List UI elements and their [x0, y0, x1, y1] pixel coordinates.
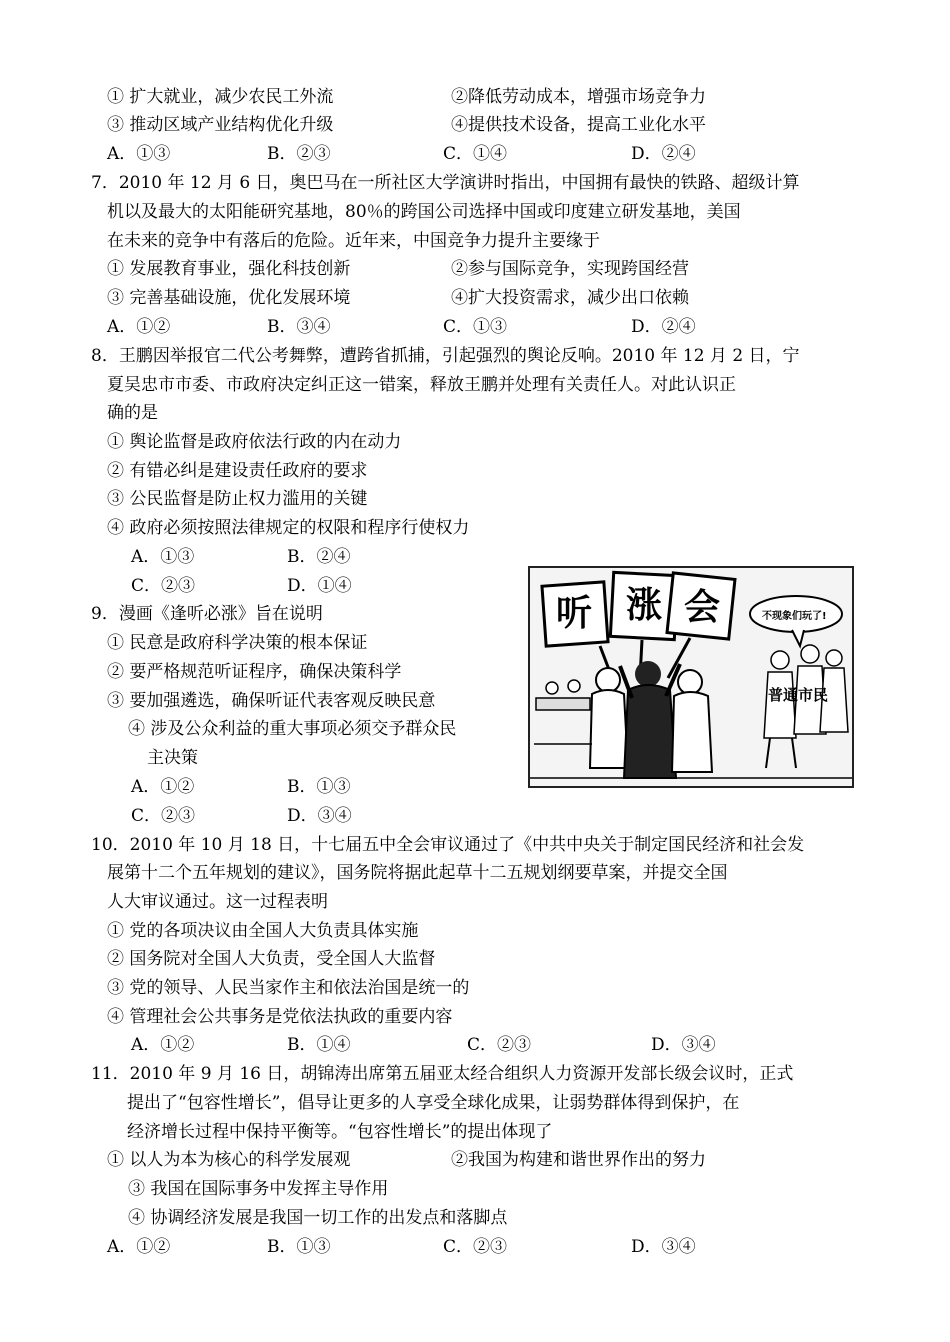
q11-answer-c: C．②③ [443, 1237, 508, 1257]
q11-option-3: ③ 我国在国际事务中发挥主导作用 [128, 1179, 389, 1199]
q8-option-1: ① 舆论监督是政府依法行政的内在动力 [107, 432, 402, 452]
q6-option-4: ④提供技术设备，提高工业化水平 [451, 115, 706, 135]
q11-answer-d: D．③④ [631, 1237, 696, 1257]
cartoon-sign-hui: 会 [684, 587, 721, 628]
q11-stem-line2: 提出了“包容性增长”，倡导让更多的人享受全球化成果，让弱势群体得到保护，在 [127, 1093, 740, 1113]
q9-option-4-line1: ④ 涉及公众利益的重大事项必须交予群众民 [128, 719, 457, 739]
cartoon-illustration [528, 566, 854, 788]
q7-option-1: ① 发展教育事业，强化科技创新 [107, 259, 351, 279]
q10-answer-c: C．②③ [467, 1035, 532, 1055]
q9-answer-b: B．①③ [287, 777, 351, 797]
q8-option-4: ④ 政府必须按照法律规定的权限和程序行使权力 [107, 518, 470, 538]
q10-answer-a: A．①② [131, 1035, 195, 1055]
q9-option-1: ① 民意是政府科学决策的根本保证 [107, 633, 368, 653]
q8-answer-b: B．②④ [287, 547, 351, 567]
q9-answer-c: C．②③ [131, 806, 196, 826]
q6-answer-b: B．②③ [267, 144, 331, 164]
q9-option-3: ③ 要加强遴选，确保听证代表客观反映民意 [107, 691, 436, 711]
q11-option-4: ④ 协调经济发展是我国一切工作的出发点和落脚点 [128, 1208, 508, 1228]
q10-option-3: ③ 党的领导、人民当家作主和依法治国是统一的 [107, 978, 470, 998]
q6-answer-d: D．②④ [631, 144, 696, 164]
q8-option-2: ② 有错必纠是建设责任政府的要求 [107, 461, 368, 481]
q9-answer-a: A．①② [131, 777, 195, 797]
q8-answer-a: A．①③ [131, 547, 195, 567]
q8-stem-line3: 确的是 [107, 403, 158, 423]
cartoon-citizen-label: 普通市民 [768, 686, 829, 704]
q10-option-4: ④ 管理社会公共事务是党依法执政的重要内容 [107, 1007, 453, 1027]
q10-stem-line2: 展第十二个五年规划的建议》，国务院将据此起草十二五规划纲要草案，并提交全国 [107, 863, 728, 883]
q7-answer-b: B．③④ [267, 317, 331, 337]
q11-option-1: ① 以人为本为核心的科学发展观 [107, 1150, 351, 1170]
q7-stem-line3: 在未来的竞争中有落后的危险。近年来，中国竞争力提升主要缘于 [107, 231, 600, 251]
q8-answer-c: C．②③ [131, 576, 196, 596]
q6-option-2: ②降低劳动成本，增强市场竞争力 [451, 87, 706, 107]
q10-option-2: ② 国务院对全国人大负责，受全国人大监督 [107, 949, 436, 969]
q7-stem-line2: 机以及最大的太阳能研究基地，80％的跨国公司选择中国或印度建立研发基地，美国 [107, 202, 741, 222]
cartoon-sign-zhang: 涨 [626, 585, 663, 626]
q6-option-3: ③ 推动区域产业结构优化升级 [107, 115, 334, 135]
q11-stem-line3: 经济增长过程中保持平衡等。“包容性增长”的提出体现了 [127, 1122, 553, 1142]
q10-option-1: ① 党的各项决议由全国人大负责具体实施 [107, 921, 419, 941]
q9-stem-line1: 9．漫画《逢听必涨》旨在说明 [91, 604, 323, 624]
q6-answer-a: A．①③ [107, 144, 171, 164]
q8-stem-line1: 8．王鹏因举报官二代公考舞弊，遭跨省抓捕，引起强烈的舆论反响。2010 年 12 月 2 日，宁 [91, 346, 800, 366]
q7-answer-c: C．①③ [443, 317, 508, 337]
q8-answer-d: D．①④ [287, 576, 352, 596]
q11-stem-line1: 11．2010 年 9 月 16 日，胡锦涛出席第五届亚太经合组织人力资源开发部长级会议时，正式 [91, 1064, 794, 1084]
q10-answer-b: B．①④ [287, 1035, 351, 1055]
q8-stem-line2: 夏吴忠市市委、市政府决定纠正这一错案，释放王鹏并处理有关责任人。对此认识正 [107, 375, 736, 395]
q7-option-4: ④扩大投资需求，减少出口依赖 [451, 288, 689, 308]
q11-option-2: ②我国为构建和谐世界作出的努力 [451, 1150, 706, 1170]
q7-answer-a: A．①② [107, 317, 171, 337]
q7-option-2: ②参与国际竞争，实现跨国经营 [451, 259, 689, 279]
q9-option-2: ② 要严格规范听证程序，确保决策科学 [107, 662, 402, 682]
q7-answer-d: D．②④ [631, 317, 696, 337]
q7-option-3: ③ 完善基础设施，优化发展环境 [107, 288, 351, 308]
q9-answer-d: D．③④ [287, 806, 352, 826]
cartoon-sign-ting: 听 [556, 593, 593, 634]
q10-stem-line3: 人大审议通过。这一过程表明 [107, 892, 328, 912]
q9-option-4-line2: 主决策 [147, 748, 198, 768]
q8-option-3: ③ 公民监督是防止权力滥用的关键 [107, 489, 368, 509]
q11-answer-b: B．①③ [267, 1237, 331, 1257]
q10-stem-line1: 10．2010 年 10 月 18 日，十七届五中全会审议通过了《中共中央关于制定国民经济和社会发 [91, 835, 805, 855]
cartoon-speech-bubble: 不现象们玩了! [762, 611, 827, 622]
q10-answer-d: D．③④ [651, 1035, 716, 1055]
q11-answer-a: A．①② [107, 1237, 171, 1257]
q6-option-1: ① 扩大就业，减少农民工外流 [107, 87, 334, 107]
q7-stem-line1: 7．2010 年 12 月 6 日，奥巴马在一所社区大学演讲时指出，中国拥有最快的铁路、超级计算 [91, 173, 800, 193]
q6-answer-c: C．①④ [443, 144, 508, 164]
